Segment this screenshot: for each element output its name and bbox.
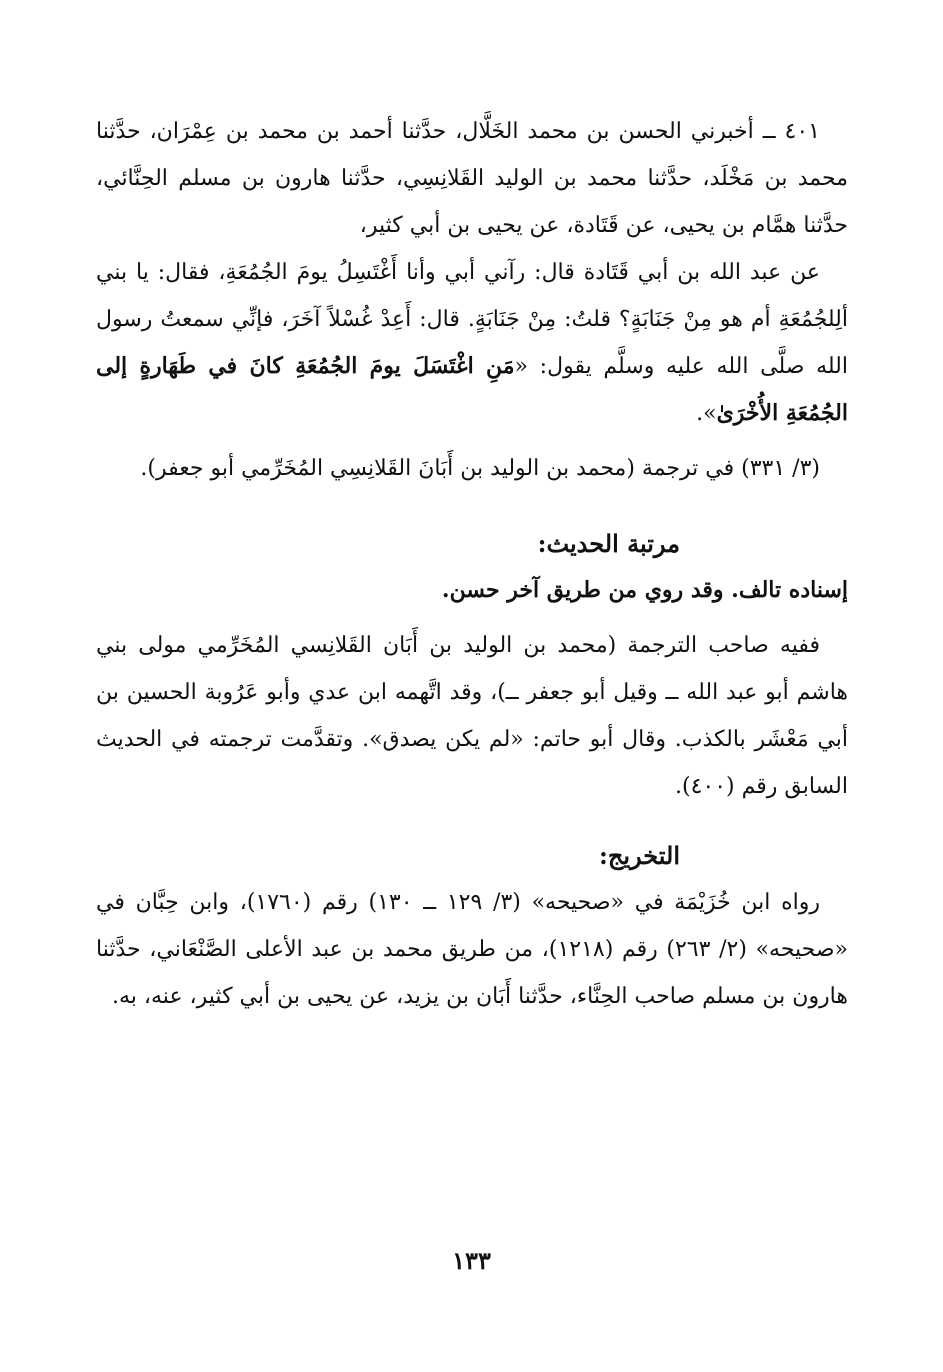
isnad-paragraph: ٤٠١ ــ أخبرني الحسن بن محمد الخَلَّال، حدَّثنا أحمد بن محمد بن عِمْرَان، حدَّثنا محمد بن مَخْلَد، حدَّثنا محمد بن الوليد القَلانِسِي، حدَّثنا هارون بن مسلم الحِنَّائي، حدَّثنا همَّام بن يحيى، عن قَتَادة، عن يحيى بن أبي كثير،: [96, 119, 848, 238]
matn-paragraph: [96, 249, 848, 437]
rank-heading: مرتبة الحديث:: [537, 529, 680, 558]
page-body: [96, 108, 848, 1020]
hadith-text: مَنِ اغْتَسَلَ يومَ الجُمُعَةِ كانَ في طَهَارةٍ إلى الجُمُعَةِ الأُخْرَىٰ: [96, 353, 848, 426]
takhrij-body-paragraph: رواه ابن خُزَيْمَة في «صحيحه» (٣/ ١٢٩ ــ ١٣٠) رقم (١٧٦٠)، وابن حِبَّان في «صحيحه» (٢/ ٢٦٣) رقم (١٢١٨)، من طريق محمد بن عبد الأعلى الصَّنْعَاني، حدَّثنا هارون بن مسلم صاحب الحِنَّاء، حدَّثنا أَبَان بن يزيد، عن يحيى بن أبي كثير، عنه، به.: [96, 890, 849, 1009]
takhrij-heading: التخريج:: [599, 841, 680, 870]
page-number: ١٣٣: [452, 1246, 491, 1275]
rank-verdict: إسناده تالف. وقد روي من طريق آخر حسن.: [441, 577, 848, 603]
matn-close: ».: [696, 401, 717, 426]
matn-intro: عن عبد الله بن أبي قَتَادة قال: رآني أبي وأنا أَغْتَسِلُ يومَ الجُمُعَةِ، فقال: يا بني ألِلجُمُعَةِ أم هو مِنْ جَنَابَةٍ؟ قلتُ: مِنْ جَنَابَةٍ. قال: أَعِدْ غُسْلاً آخَرَ، فإنِّي سمعتُ رسول الله صلَّى الله عليه وسلَّم يقول: «: [96, 260, 848, 379]
rank-body-paragraph: ففيه صاحب الترجمة (محمد بن الوليد بن أَبَان القَلانِسي المُخَرِّمي مولى بني هاشم أبو عبد الله ــ وقيل أبو جعفر ــ)، وقد اتَّهمه ابن عدي وأبو عَرُوبة الحسين بن أبي مَعْشَر بالكذب. وقال أبو حاتم: «لم يكن يصدق». وتقدَّمت ترجمته في الحديث السابق رقم (٤٠٠).: [96, 633, 848, 799]
reference-paragraph: (٣/ ٣٣١) في ترجمة (محمد بن الوليد بن أَبَانَ القَلانِسِي المُخَرِّمي أبو جعفر).: [140, 456, 820, 481]
